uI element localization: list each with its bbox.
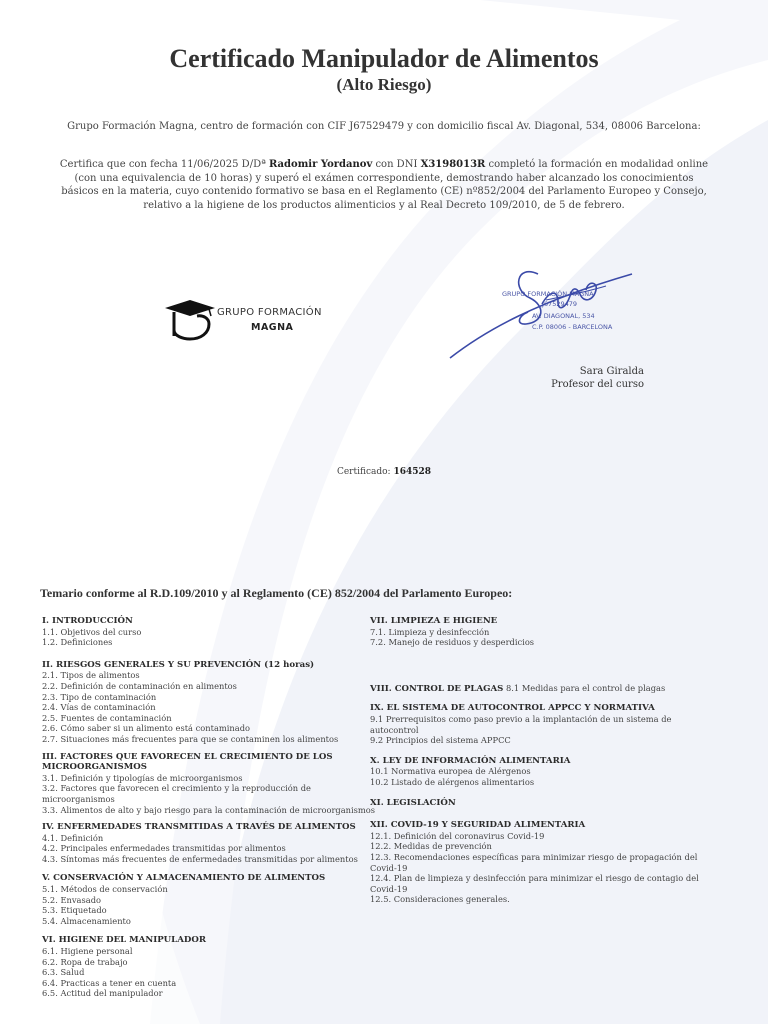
grupo-formacion-magna-logo (163, 296, 333, 342)
certificate-number-value: 164528 (393, 467, 432, 477)
syllabus-section (42, 935, 367, 999)
syllabus-section (370, 703, 700, 745)
section-item: 5.3. Etiquetado (42, 905, 107, 916)
section-item: 2.3. Tipo de contaminación (42, 691, 157, 702)
section-title: XI. LEGISLACIÓN (370, 797, 456, 808)
section-item: 4.2. Principales enfermedades transmitidas por alimentos (42, 843, 286, 854)
syllabus-section (42, 822, 367, 864)
section-title: V. CONSERVACIÓN Y ALMACENAMIENTO DE ALIMENTOS (42, 873, 326, 884)
section-title: IX. EL SISTEMA DE AUTOCONTROL APPCC Y NORMATIVA (370, 703, 655, 714)
section-item: 12.5. Consideraciones generales. (370, 894, 510, 905)
section-title: VIII. CONTROL DE PLAGAS (370, 683, 504, 694)
syllabus-section (370, 756, 700, 788)
certificate-number (0, 467, 768, 477)
section-item: 3.2. Factores que favorecen el crecimiento y la reproducción de microorganismos (42, 783, 311, 804)
stamp-line4: C.P. 08006 - BARCELONA (532, 323, 613, 331)
logo-text-line2: MAGNA (251, 322, 294, 333)
section-inline-item: 8.1 Medidas para el control de plagas (505, 682, 666, 693)
graduation-cap-icon (163, 296, 219, 342)
cert-text-2: con DNI (372, 159, 421, 170)
section-item: 2.7. Situaciones más frecuentes para que se contaminen los alimentos (42, 733, 339, 744)
signer-role: Profesor del curso (551, 379, 644, 390)
cert-text-3: completó la formación en modalidad online (con una equivalencia de 10 horas) y superó el exámen correspondiente, demostrando haber alcanzado los conocimientos básicos en la materia, cuyo contenido formativo se basa en el Reglamento (CE) nº852/2004 del Parlamento Europeo y Consejo, relativo a la higiene de los productos alimenticios y al Real Decreto 109/2010, de 5 de febrero. (61, 159, 709, 211)
certificate-subtitle: (Alto Riesgo) (336, 75, 432, 94)
syllabus-right-column (370, 616, 700, 905)
section-item: 6.2. Ropa de trabajo (42, 956, 128, 967)
cert-text-1: Certifica que con fecha 11/06/2025 D/Dª (59, 159, 270, 170)
section-item: 6.3. Salud (42, 967, 85, 978)
section-title: II. RIESGOS GENERALES Y SU PREVENCIÓN (12 horas) (42, 659, 315, 670)
logo-text-line1: GRUPO FORMACIÓN (217, 307, 322, 318)
section-item: 1.1. Objetivos del curso (42, 626, 142, 637)
syllabus-section (42, 616, 367, 648)
syllabus-section (42, 751, 376, 816)
section-item: 7.1. Limpieza y desinfección (370, 626, 490, 637)
stamp-line3: AV. DIAGONAL, 534 (532, 312, 595, 320)
handwritten-signature (446, 260, 636, 360)
section-item: 10.1 Normativa europea de Alérgenos (370, 766, 531, 777)
section-item: 3.1. Definición y tipologías de microorganismos (42, 772, 243, 783)
syllabus-section (370, 616, 700, 648)
student-name: Radomir Yordanov (269, 159, 373, 170)
section-title: VII. LIMPIEZA E HIGIENE (370, 616, 498, 626)
syllabus-left-column (42, 616, 376, 999)
section-item: 12.1. Definición del coronavirus Covid-19 (370, 830, 545, 841)
section-title: III. FACTORES QUE FAVORECEN EL CRECIMIENTO DE LOS MICROORGANISMOS (42, 751, 333, 773)
section-item: 2.5. Fuentes de contaminación (42, 712, 172, 723)
student-dni: X3198013R (420, 159, 486, 170)
section-item: 9.2 Principios del sistema APPCC (370, 735, 511, 746)
section-item: 10.2 Listado de alérgenos alimentarios (370, 776, 535, 787)
section-item: 6.1. Higiene personal (42, 946, 133, 957)
section-item: 2.4. Vías de contaminación (42, 702, 156, 713)
signature-stamp (446, 260, 636, 360)
section-item: 2.6. Cómo saber si un alimento está contaminado (42, 723, 251, 734)
section-title: XII. COVID-19 Y SEGURIDAD ALIMENTARIA (370, 820, 586, 831)
section-item: 12.3. Recomendaciones específicas para minimizar riesgo de propagación del Covid-19 (370, 851, 698, 873)
syllabus-section (370, 820, 700, 905)
section-item: 4.1. Definición (42, 832, 104, 843)
section-item: 2.2. Definición de contaminación en alimentos (42, 680, 237, 691)
signer-block (520, 365, 644, 391)
issuer-statement: Grupo Formación Magna, centro de formación con CIF J67529479 y con domicilio fiscal Av. Diagonal, 534, 08006 Barcelona: (67, 121, 701, 132)
syllabus-section (42, 873, 367, 926)
section-item: 5.4. Almacenamiento (42, 915, 131, 926)
section-title: X. LEY DE INFORMACIÓN ALIMENTARIA (370, 755, 571, 766)
stamp-line1: GRUPO FORMACIÓN MAGNA (502, 290, 594, 298)
section-item: 5.2. Envasado (42, 894, 102, 905)
section-item: 3.3. Alimentos de alto y bajo riesgo para la contaminación de microorganismos (42, 804, 376, 815)
section-item: 1.2. Definiciones (42, 637, 113, 648)
section-item: 5.1. Métodos de conservación (42, 884, 168, 895)
section-title: VI. HIGIENE DEL MANIPULADOR (42, 935, 206, 946)
section-item: 6.4. Practicas a tener en cuenta (42, 977, 177, 988)
section-item: 6.5. Actitud del manipulador (42, 988, 163, 999)
syllabus-section (370, 798, 700, 809)
section-item: 12.2. Medidas de prevención (370, 841, 492, 852)
section-item: 7.2. Manejo de residuos y desperdicios (370, 637, 535, 648)
certificate-title: Certificado Manipulador de Alimentos (169, 44, 599, 73)
section-item: 9.1 Prerrequisitos como paso previo a la implantación de un sistema de autocontrol (370, 713, 672, 735)
signer-name: Sara Giralda (579, 366, 644, 377)
syllabus-title: Temario conforme al R.D.109/2010 y al Reglamento (CE) 852/2004 del Parlamento Europeo: (40, 586, 513, 600)
certification-statement (56, 158, 712, 212)
section-title: IV. ENFERMEDADES TRANSMITIDAS A TRAVÉS DE ALIMENTOS (42, 822, 356, 833)
section-item: 4.3. Síntomas más frecuentes de enfermedades transmitidas por alimentos (42, 853, 358, 864)
section-title: I. INTRODUCCIÓN (42, 616, 133, 626)
syllabus-section (370, 683, 700, 695)
certificate-number-label: Certificado: (336, 467, 394, 477)
stamp-line2: J67529479 (542, 300, 578, 308)
section-item: 2.1. Tipos de alimentos (42, 670, 140, 681)
section-item: 12.4. Plan de limpieza y desinfección para minimizar el riesgo de contagio del Covid-19 (370, 873, 699, 894)
syllabus-section (42, 660, 367, 745)
